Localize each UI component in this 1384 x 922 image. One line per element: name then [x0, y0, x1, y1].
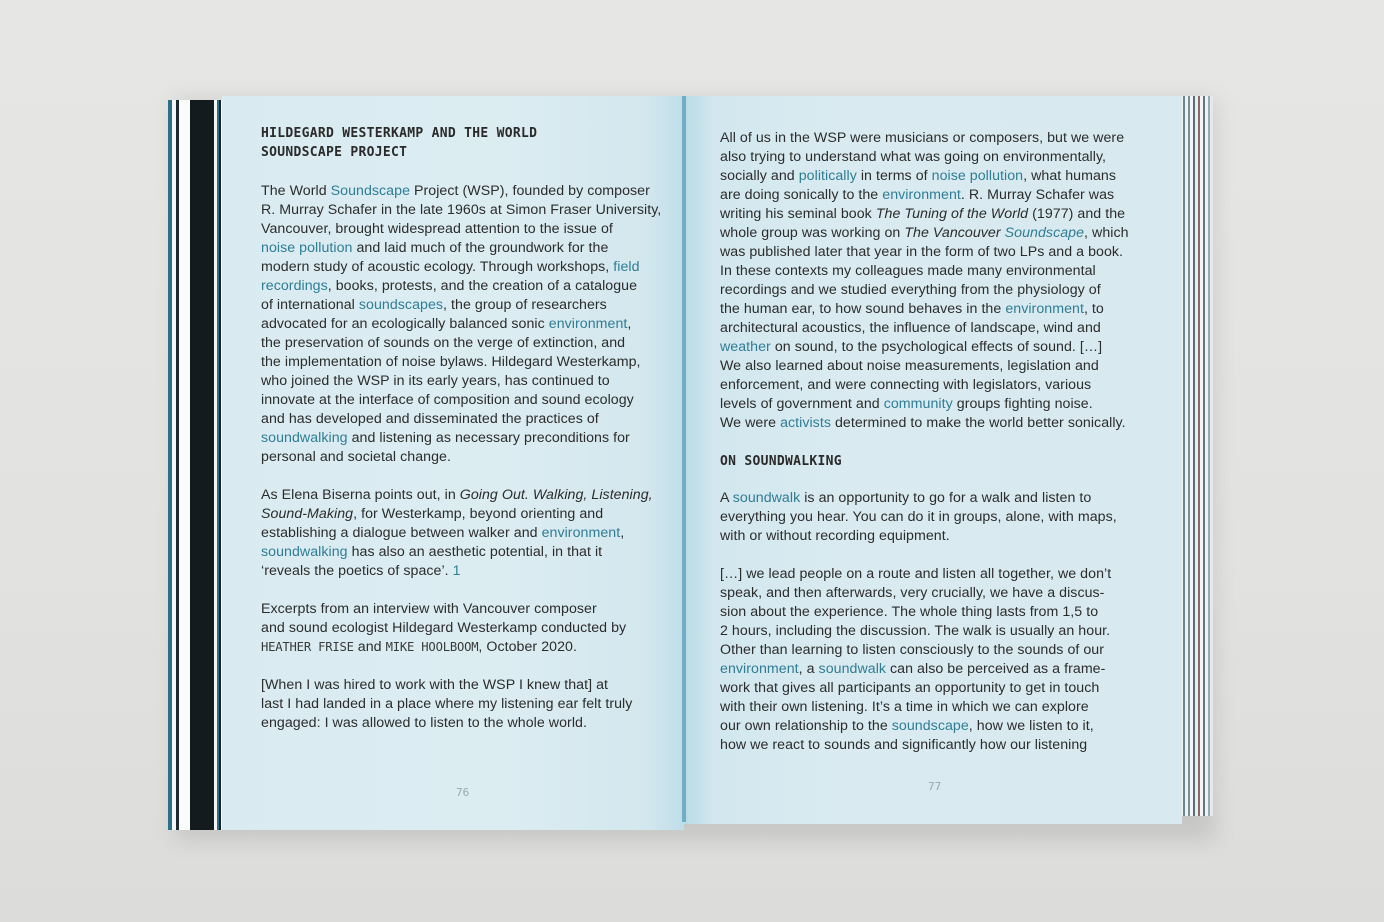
text-line: [261, 239, 663, 258]
text-segment: [When I was hired to work with the WSP I knew that] at: [261, 677, 609, 693]
text-segment: , what humans: [1023, 168, 1117, 184]
text-segment: architectural acoustics, the influence of landscape, wind and: [720, 320, 1101, 336]
heading-line: HILDEGARD WESTERKAMP AND THE WORLD: [261, 126, 538, 141]
text-segment: , for Westerkamp, beyond orienting and: [353, 506, 604, 522]
text-line: [720, 508, 1160, 527]
text-segment: The World: [261, 183, 331, 199]
text-line: [720, 698, 1160, 717]
text-segment: engaged: I was allowed to listen to the whole world.: [261, 715, 587, 731]
text-segment: A: [720, 490, 733, 506]
text-line: [261, 277, 663, 296]
highlighted-term: soundwalking: [261, 430, 348, 446]
text-segment: of international: [261, 297, 359, 313]
text-segment: In these contexts my colleagues made many environmental: [720, 263, 1096, 279]
interview-quote: [261, 676, 663, 733]
text-segment: As Elena Biserna points out, in: [261, 487, 460, 503]
text-line: [261, 486, 663, 505]
text-line: [261, 410, 663, 429]
text-line: [720, 414, 1160, 433]
text-segment: modern study of acoustic ecology. Through workshops,: [261, 259, 614, 275]
text-segment: (1977) and the: [1028, 206, 1126, 222]
text-line: [720, 622, 1160, 641]
text-segment: can also be perceived as a frame-: [886, 661, 1106, 677]
text-segment: innovate at the interface of composition and sound ecology: [261, 392, 634, 408]
text-line: [261, 334, 663, 353]
text-segment: work that gives all participants an opportunity to get in touch: [720, 680, 1100, 696]
right-page-text: [720, 129, 1160, 774]
text-segment: ,: [627, 316, 632, 332]
wsp-paragraph: [720, 129, 1160, 433]
text-segment: speak, and then afterwards, very crucially, we have a discus-: [720, 585, 1105, 601]
highlighted-term: environment: [541, 525, 621, 541]
article-heading: [261, 124, 663, 162]
highlighted-term: 1: [452, 563, 461, 579]
text-line: [261, 258, 663, 277]
text-line: [720, 660, 1160, 679]
text-line: [720, 357, 1160, 376]
text-line: [261, 429, 663, 448]
text-segment: Going Out. Walking, Listening,: [459, 487, 653, 503]
highlighted-term: field: [613, 259, 640, 275]
text-segment: the implementation of noise bylaws. Hildegard Westerkamp,: [261, 354, 641, 370]
text-line: [720, 281, 1160, 300]
text-line: [261, 448, 663, 467]
text-line: [720, 489, 1160, 508]
heading-line: SOUNDSCAPE PROJECT: [261, 145, 408, 160]
text-segment: establishing a dialogue between walker and: [261, 525, 542, 541]
left-page-edges: [168, 100, 230, 830]
text-segment: All of us in the WSP were musicians or composers, but we were: [720, 130, 1125, 146]
soundwalk-paragraph: [720, 489, 1160, 546]
text-segment: determined to make the world better sonically.: [830, 415, 1126, 431]
text-segment: Sound-Making: [261, 506, 354, 522]
text-segment: sion about the experience. The whole thing lasts from 1,5 to: [720, 604, 1099, 620]
biserna-paragraph: [261, 486, 663, 581]
highlighted-term: soundwalk: [732, 490, 801, 506]
text-line: [720, 376, 1160, 395]
text-line: [261, 638, 663, 657]
text-line: [720, 148, 1160, 167]
text-segment: We also learned about noise measurements, legislation and: [720, 358, 1099, 374]
highlighted-term: environment: [720, 661, 799, 677]
text-line: [261, 695, 663, 714]
text-segment: and laid much of the groundwork for the: [352, 240, 609, 256]
highlighted-term: soundscape: [891, 718, 969, 734]
text-segment: last I had landed in a place where my listening ear felt truly: [261, 696, 633, 712]
highlighted-term: noise pollution: [931, 168, 1024, 184]
text-segment: , how we listen to it,: [968, 718, 1094, 734]
name-smallcaps: MIKE HOOLBOOM: [385, 640, 479, 654]
text-line: [720, 717, 1160, 736]
text-line: [261, 372, 663, 391]
edge-strip: [179, 100, 190, 830]
text-segment: […] we lead people on a route and listen all together, we don’t: [720, 566, 1112, 582]
text-segment: how we react to sounds and significantly how our listening: [720, 737, 1088, 753]
text-line: [720, 527, 1160, 546]
highlighted-term: community: [883, 396, 953, 412]
text-line: [261, 391, 663, 410]
highlighted-term: environment: [882, 187, 961, 203]
text-segment: advocated for an ecologically balanced sonic: [261, 316, 549, 332]
text-segment: and: [353, 639, 386, 655]
text-segment: and listening as necessary preconditions for: [347, 430, 630, 446]
text-line: [261, 543, 663, 562]
text-line: [720, 679, 1160, 698]
text-segment: , which: [1084, 225, 1129, 241]
text-segment: recordings and we studied everything from the physiology of: [720, 282, 1101, 298]
text-line: [720, 205, 1160, 224]
text-segment: socially and: [720, 168, 799, 184]
highlighted-term: environment: [1005, 301, 1084, 317]
text-segment: , books, protests, and the creation of a catalogue: [327, 278, 638, 294]
text-line: [261, 201, 663, 220]
text-line: [720, 641, 1160, 660]
text-segment: Excerpts from an interview with Vancouver composer: [261, 601, 597, 617]
text-line: [720, 319, 1160, 338]
text-line: [720, 243, 1160, 262]
text-segment: has also an aesthetic potential, in that it: [347, 544, 603, 560]
text-segment: , October 2020.: [478, 639, 577, 655]
text-line: [261, 182, 663, 201]
book-gutter: [682, 96, 686, 822]
text-segment: Project (WSP), founded by composer: [410, 183, 650, 199]
text-line: [720, 300, 1160, 319]
text-line: [720, 395, 1160, 414]
highlighted-term: soundwalk: [818, 661, 887, 677]
text-line: [261, 296, 663, 315]
highlighted-term: soundwalking: [261, 544, 348, 560]
text-line: [720, 338, 1160, 357]
text-line: [261, 676, 663, 695]
text-line: [720, 262, 1160, 281]
text-segment: Vancouver, brought widespread attention to the issue of: [261, 221, 613, 237]
text-line: [261, 353, 663, 372]
text-segment: The Tuning of the World: [875, 206, 1029, 222]
text-segment: personal and societal change.: [261, 449, 451, 465]
text-segment: The Vancouver: [904, 225, 1005, 241]
highlighted-term: soundscapes: [358, 297, 444, 313]
text-segment: . R. Murray Schafer was: [960, 187, 1115, 203]
highlighted-term: Soundscape: [330, 183, 411, 199]
page-number-left: 76: [456, 786, 470, 799]
text-segment: the human ear, to how sound behaves in the: [720, 301, 1006, 317]
text-line: [261, 315, 663, 334]
text-line: [720, 736, 1160, 755]
section-heading: ON SOUNDWALKING: [720, 454, 842, 469]
left-page-text: [261, 124, 663, 752]
text-segment: and has developed and disseminated the practices of: [261, 411, 599, 427]
interview-credits: [261, 600, 663, 657]
text-line: [261, 562, 663, 581]
edge-strip: [190, 100, 214, 830]
text-line: [720, 129, 1160, 148]
text-segment: groups fighting noise.: [952, 396, 1093, 412]
text-segment: levels of government and: [720, 396, 884, 412]
page-number-right: 77: [928, 780, 942, 793]
text-line: [720, 603, 1160, 622]
text-segment: with or without recording equipment.: [720, 528, 950, 544]
lead-paragraph: [720, 565, 1160, 755]
text-segment: enforcement, and were connecting with legislators, various: [720, 377, 1092, 393]
text-segment: , a: [798, 661, 819, 677]
right-page-edges: [1178, 96, 1214, 816]
text-line: [261, 600, 663, 619]
text-line: [261, 524, 663, 543]
text-line: [720, 167, 1160, 186]
text-line: [720, 224, 1160, 243]
text-segment: was published later that year in the form of two LPs and a book.: [720, 244, 1124, 260]
text-segment: on sound, to the psychological effects of sound. […]: [770, 339, 1103, 355]
highlighted-term: environment: [548, 316, 628, 332]
text-line: [720, 186, 1160, 205]
text-segment: who joined the WSP in its early years, has continued to: [261, 373, 610, 389]
text-segment: We were: [720, 415, 781, 431]
text-segment: also trying to understand what was going on environmentally,: [720, 149, 1107, 165]
text-line: [261, 505, 663, 524]
text-line: [261, 714, 663, 733]
edge-strip: [1210, 96, 1213, 816]
text-segment: is an opportunity to go for a walk and listen to: [800, 490, 1092, 506]
text-line: [720, 584, 1160, 603]
text-segment: whole group was working on: [720, 225, 905, 241]
text-segment: writing his seminal book: [720, 206, 876, 222]
text-segment: our own relationship to the: [720, 718, 892, 734]
text-segment: the preservation of sounds on the verge of extinction, and: [261, 335, 626, 351]
text-segment: , the group of researchers: [443, 297, 607, 313]
highlighted-term: Soundscape: [1004, 225, 1085, 241]
text-segment: and sound ecologist Hildegard Westerkamp conducted by: [261, 620, 627, 636]
text-segment: in terms of: [856, 168, 932, 184]
text-segment: R. Murray Schafer in the late 1960s at Simon Fraser University,: [261, 202, 662, 218]
text-segment: , to: [1083, 301, 1104, 317]
text-segment: everything you hear. You can do it in groups, alone, with maps,: [720, 509, 1117, 525]
highlighted-term: activists: [780, 415, 831, 431]
text-line: [261, 619, 663, 638]
text-segment: Other than learning to listen consciously to the sounds of our: [720, 642, 1105, 658]
text-segment: are doing sonically to the: [720, 187, 883, 203]
text-segment: ,: [620, 525, 625, 541]
text-segment: ‘reveals the poetics of space’.: [261, 563, 453, 579]
highlighted-term: weather: [720, 339, 771, 355]
highlighted-term: politically: [798, 168, 857, 184]
highlighted-term: recordings: [261, 278, 328, 294]
text-line: [261, 220, 663, 239]
highlighted-term: noise pollution: [261, 240, 353, 256]
text-segment: 2 hours, including the discussion. The walk is usually an hour.: [720, 623, 1111, 639]
text-segment: with their own listening. It’s a time in which we can explore: [720, 699, 1089, 715]
text-line: [720, 565, 1160, 584]
intro-paragraph: [261, 182, 663, 467]
name-smallcaps: HEATHER FRISE: [261, 640, 354, 654]
